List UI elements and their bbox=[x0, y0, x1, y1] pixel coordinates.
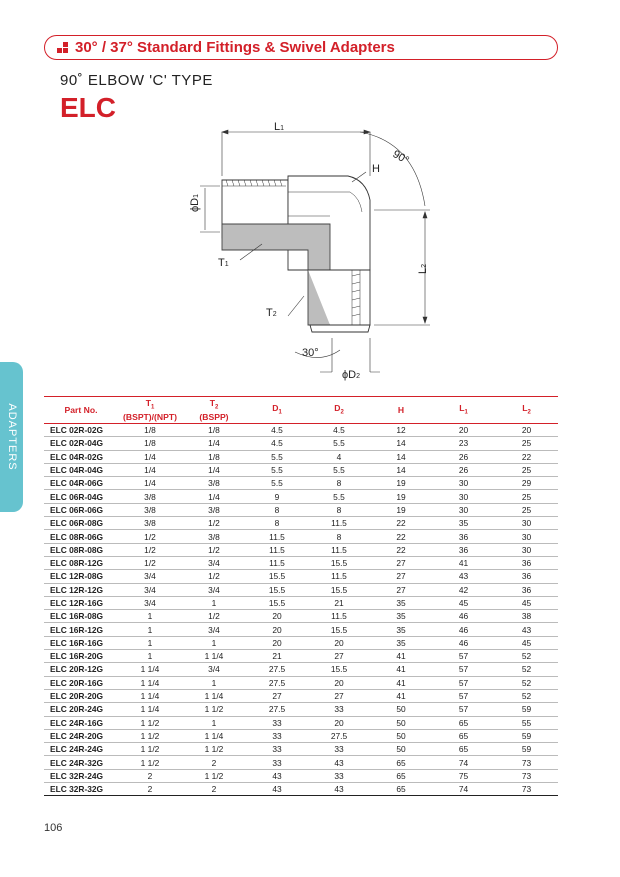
table-cell: 30 bbox=[432, 477, 495, 490]
table-cell: 27 bbox=[246, 689, 308, 702]
table-cell: 30 bbox=[495, 543, 558, 556]
table-row bbox=[44, 490, 558, 503]
table-cell: 33 bbox=[246, 729, 308, 742]
table-cell: 65 bbox=[432, 743, 495, 756]
col-l1: $L_1$ bbox=[432, 397, 495, 424]
side-tab-label: ADAPTERS bbox=[5, 403, 18, 471]
table-cell: 15.5 bbox=[246, 583, 308, 596]
table-cell: 20 bbox=[246, 623, 308, 636]
table-cell: 3/4 bbox=[182, 663, 246, 676]
part-number-cell: ELC 04R-02G bbox=[44, 450, 118, 463]
table-cell: 74 bbox=[432, 783, 495, 796]
table-cell: 3/8 bbox=[118, 503, 182, 516]
table-cell: 1 bbox=[118, 650, 182, 663]
table-row bbox=[44, 623, 558, 636]
table-cell: 22 bbox=[495, 450, 558, 463]
table-cell: 52 bbox=[495, 689, 558, 702]
table-cell: 2 bbox=[182, 783, 246, 796]
table-cell: 2 bbox=[182, 756, 246, 769]
col-d2: $D_2$ bbox=[308, 397, 370, 424]
label-d1: ϕD1 bbox=[189, 193, 201, 212]
table-cell: 12 bbox=[370, 424, 432, 437]
table-cell: 50 bbox=[370, 703, 432, 716]
table-row bbox=[44, 450, 558, 463]
table-cell: 55 bbox=[495, 716, 558, 729]
col-d1: $D_1$ bbox=[246, 397, 308, 424]
table-cell: 52 bbox=[495, 650, 558, 663]
table-cell: 8 bbox=[308, 530, 370, 543]
table-row bbox=[44, 543, 558, 556]
table-cell: 25 bbox=[495, 437, 558, 450]
table-row bbox=[44, 530, 558, 543]
table-cell: 27.5 bbox=[246, 703, 308, 716]
table-cell: 14 bbox=[370, 463, 432, 476]
table-cell: 1/4 bbox=[182, 463, 246, 476]
table-cell: 1 1/2 bbox=[182, 703, 246, 716]
table-cell: 14 bbox=[370, 450, 432, 463]
table-row bbox=[44, 556, 558, 569]
table-cell: 27.5 bbox=[308, 729, 370, 742]
table-cell: 1 bbox=[118, 610, 182, 623]
table-cell: 1/4 bbox=[118, 450, 182, 463]
table-cell: 73 bbox=[495, 769, 558, 782]
table-cell: 1/8 bbox=[118, 437, 182, 450]
table-cell: 57 bbox=[432, 650, 495, 663]
table-cell: 52 bbox=[495, 676, 558, 689]
col-part-no: Part No. bbox=[44, 397, 118, 424]
label-t1: T1 bbox=[218, 257, 229, 269]
table-row bbox=[44, 463, 558, 476]
part-number-cell: ELC 12R-12G bbox=[44, 583, 118, 596]
table-cell: 25 bbox=[495, 503, 558, 516]
table-cell: 19 bbox=[370, 490, 432, 503]
table-cell: 8 bbox=[308, 477, 370, 490]
table-cell: 1 1/2 bbox=[118, 716, 182, 729]
table-cell: 1 1/4 bbox=[182, 729, 246, 742]
table-row bbox=[44, 676, 558, 689]
table-cell: 74 bbox=[432, 756, 495, 769]
part-number-cell: ELC 20R-16G bbox=[44, 676, 118, 689]
table-cell: 35 bbox=[370, 623, 432, 636]
table-cell: 33 bbox=[308, 743, 370, 756]
table-cell: 50 bbox=[370, 743, 432, 756]
table-cell: 3/8 bbox=[182, 477, 246, 490]
table-cell: 25 bbox=[495, 490, 558, 503]
table-cell: 30 bbox=[432, 490, 495, 503]
table-row bbox=[44, 703, 558, 716]
table-cell: 5.5 bbox=[246, 477, 308, 490]
table-cell: 4.5 bbox=[246, 424, 308, 437]
table-cell: 11.5 bbox=[246, 543, 308, 556]
table-cell: 1 bbox=[118, 623, 182, 636]
label-d2: ϕD2 bbox=[342, 369, 361, 381]
table-cell: 1 1/4 bbox=[118, 703, 182, 716]
table-cell: 29 bbox=[495, 477, 558, 490]
table-cell: 1 1/2 bbox=[182, 769, 246, 782]
table-cell: 22 bbox=[370, 543, 432, 556]
table-cell: 65 bbox=[370, 783, 432, 796]
table-cell: 46 bbox=[432, 623, 495, 636]
table-cell: 41 bbox=[370, 663, 432, 676]
table-cell: 1/8 bbox=[182, 424, 246, 437]
table-cell: 5.5 bbox=[246, 463, 308, 476]
table-cell: 33 bbox=[246, 716, 308, 729]
table-cell: 27.5 bbox=[246, 663, 308, 676]
table-cell: 11.5 bbox=[308, 517, 370, 530]
table-cell: 1 1/4 bbox=[118, 663, 182, 676]
table-cell: 20 bbox=[308, 676, 370, 689]
table-cell: 3/4 bbox=[118, 583, 182, 596]
table-cell: 50 bbox=[370, 716, 432, 729]
table-cell: 3/8 bbox=[118, 517, 182, 530]
table-row bbox=[44, 769, 558, 782]
table-cell: 27 bbox=[370, 570, 432, 583]
table-cell: 75 bbox=[432, 769, 495, 782]
table-cell: 15.5 bbox=[308, 556, 370, 569]
table-cell: 26 bbox=[432, 450, 495, 463]
table-cell: 15.5 bbox=[308, 623, 370, 636]
part-number-cell: ELC 06R-06G bbox=[44, 503, 118, 516]
table-row bbox=[44, 596, 558, 609]
table-cell: 46 bbox=[432, 610, 495, 623]
table-cell: 41 bbox=[432, 556, 495, 569]
table-cell: 30 bbox=[432, 503, 495, 516]
table-cell: 33 bbox=[246, 756, 308, 769]
table-row bbox=[44, 636, 558, 649]
part-number-cell: ELC 06R-04G bbox=[44, 490, 118, 503]
table-cell: 1/8 bbox=[182, 450, 246, 463]
label-l2: L2 bbox=[417, 263, 429, 274]
table-cell: 20 bbox=[246, 636, 308, 649]
part-number-cell: ELC 08R-08G bbox=[44, 543, 118, 556]
table-row bbox=[44, 663, 558, 676]
part-number-cell: ELC 32R-32G bbox=[44, 783, 118, 796]
table-cell: 38 bbox=[495, 610, 558, 623]
table-cell: 15.5 bbox=[308, 583, 370, 596]
table-cell: 1/2 bbox=[118, 556, 182, 569]
table-cell: 57 bbox=[432, 689, 495, 702]
table-cell: 43 bbox=[246, 769, 308, 782]
section-title: 30° / 37° Standard Fittings & Swivel Adapters bbox=[75, 39, 395, 56]
table-cell: 65 bbox=[370, 769, 432, 782]
table-cell: 43 bbox=[246, 783, 308, 796]
table-cell: 36 bbox=[495, 556, 558, 569]
table-cell: 35 bbox=[370, 610, 432, 623]
table-cell: 30 bbox=[495, 530, 558, 543]
table-cell: 1 bbox=[118, 636, 182, 649]
table-cell: 21 bbox=[246, 650, 308, 663]
table-cell: 36 bbox=[432, 530, 495, 543]
table-cell: 1 1/2 bbox=[182, 743, 246, 756]
table-row bbox=[44, 716, 558, 729]
table-cell: 1/2 bbox=[118, 530, 182, 543]
table-cell: 15.5 bbox=[246, 596, 308, 609]
table-cell: 65 bbox=[432, 729, 495, 742]
table-cell: 35 bbox=[370, 596, 432, 609]
table-row bbox=[44, 729, 558, 742]
table-cell: 9 bbox=[246, 490, 308, 503]
table-cell: 1/2 bbox=[182, 543, 246, 556]
table-cell: 1 1/4 bbox=[182, 650, 246, 663]
table-row bbox=[44, 503, 558, 516]
table-row bbox=[44, 437, 558, 450]
part-number-cell: ELC 20R-12G bbox=[44, 663, 118, 676]
part-number-cell: ELC 04R-04G bbox=[44, 463, 118, 476]
table-cell: 50 bbox=[370, 729, 432, 742]
table-cell: 1 bbox=[182, 596, 246, 609]
table-cell: 1/4 bbox=[118, 463, 182, 476]
label-angle-top: 90° bbox=[390, 148, 411, 167]
table-cell: 1 1/4 bbox=[118, 676, 182, 689]
table-cell: 43 bbox=[308, 756, 370, 769]
label-t2: T2 bbox=[266, 307, 277, 319]
side-tab-adapters[interactable] bbox=[0, 362, 23, 512]
table-cell: 3/4 bbox=[118, 570, 182, 583]
table-cell: 25 bbox=[495, 463, 558, 476]
table-cell: 22 bbox=[370, 530, 432, 543]
part-number-cell: ELC 16R-12G bbox=[44, 623, 118, 636]
table-cell: 2 bbox=[118, 769, 182, 782]
table-cell: 1 bbox=[182, 676, 246, 689]
part-number-cell: ELC 24R-20G bbox=[44, 729, 118, 742]
table-cell: 42 bbox=[432, 583, 495, 596]
table-cell: 20 bbox=[308, 716, 370, 729]
table-cell: 1/8 bbox=[118, 424, 182, 437]
table-cell: 1/4 bbox=[182, 490, 246, 503]
part-number-cell: ELC 02R-04G bbox=[44, 437, 118, 450]
table-cell: 22 bbox=[370, 517, 432, 530]
page-number: 106 bbox=[44, 822, 63, 834]
table-row bbox=[44, 756, 558, 769]
table-cell: 33 bbox=[246, 743, 308, 756]
table-cell: 65 bbox=[432, 716, 495, 729]
table-row bbox=[44, 583, 558, 596]
table-cell: 36 bbox=[495, 583, 558, 596]
table-cell: 52 bbox=[495, 663, 558, 676]
table-cell: 1/4 bbox=[118, 477, 182, 490]
table-header-row bbox=[44, 397, 558, 424]
table-cell: 30 bbox=[495, 517, 558, 530]
table-cell: 11.5 bbox=[308, 610, 370, 623]
table-cell: 27.5 bbox=[246, 676, 308, 689]
table-cell: 59 bbox=[495, 729, 558, 742]
part-number-cell: ELC 08R-06G bbox=[44, 530, 118, 543]
table-row bbox=[44, 424, 558, 437]
table-cell: 41 bbox=[370, 676, 432, 689]
table-cell: 35 bbox=[370, 636, 432, 649]
table-cell: 20 bbox=[495, 424, 558, 437]
table-cell: 27 bbox=[370, 583, 432, 596]
part-number-cell: ELC 24R-32G bbox=[44, 756, 118, 769]
table-cell: 27 bbox=[308, 650, 370, 663]
table-cell: 3/8 bbox=[182, 503, 246, 516]
part-number-cell: ELC 24R-16G bbox=[44, 716, 118, 729]
table-cell: 43 bbox=[308, 783, 370, 796]
dimensions-table bbox=[44, 396, 558, 796]
table-cell: 1 bbox=[182, 636, 246, 649]
table-cell: 41 bbox=[370, 650, 432, 663]
col-l2: $L_2$ bbox=[495, 397, 558, 424]
table-cell: 15.5 bbox=[246, 570, 308, 583]
table-cell: 23 bbox=[432, 437, 495, 450]
table-row bbox=[44, 477, 558, 490]
table-cell: 1/2 bbox=[182, 610, 246, 623]
table-cell: 8 bbox=[246, 503, 308, 516]
part-number-cell: ELC 06R-08G bbox=[44, 517, 118, 530]
part-number-cell: ELC 16R-16G bbox=[44, 636, 118, 649]
table-cell: 43 bbox=[432, 570, 495, 583]
table-cell: 11.5 bbox=[308, 570, 370, 583]
part-number-cell: ELC 02R-02G bbox=[44, 424, 118, 437]
table-cell: 57 bbox=[432, 676, 495, 689]
table-cell: 33 bbox=[308, 703, 370, 716]
table-cell: 35 bbox=[432, 517, 495, 530]
table-cell: 73 bbox=[495, 756, 558, 769]
table-cell: 33 bbox=[308, 769, 370, 782]
table-cell: 3/4 bbox=[182, 583, 246, 596]
table-cell: 45 bbox=[495, 596, 558, 609]
table-cell: 5.5 bbox=[308, 437, 370, 450]
table-cell: 4.5 bbox=[308, 424, 370, 437]
table-cell: 1/2 bbox=[118, 543, 182, 556]
table-cell: 46 bbox=[432, 636, 495, 649]
table-cell: 26 bbox=[432, 463, 495, 476]
table-cell: 27 bbox=[370, 556, 432, 569]
table-cell: 19 bbox=[370, 503, 432, 516]
table-cell: 20 bbox=[246, 610, 308, 623]
table-cell: 4.5 bbox=[246, 437, 308, 450]
label-h: H bbox=[372, 163, 380, 175]
table-cell: 1/2 bbox=[182, 517, 246, 530]
table-cell: 1 bbox=[182, 716, 246, 729]
table-cell: 1 1/2 bbox=[118, 756, 182, 769]
part-number-cell: ELC 20R-24G bbox=[44, 703, 118, 716]
table-cell: 14 bbox=[370, 437, 432, 450]
table-row bbox=[44, 570, 558, 583]
table-cell: 3/8 bbox=[182, 530, 246, 543]
part-number-cell: ELC 16R-20G bbox=[44, 650, 118, 663]
squares-icon bbox=[57, 42, 69, 54]
table-row bbox=[44, 783, 558, 796]
table-cell: 59 bbox=[495, 703, 558, 716]
table-cell: 8 bbox=[246, 517, 308, 530]
table-cell: 11.5 bbox=[246, 530, 308, 543]
col-t1: $T_1$ (BSPT)/(NPT) bbox=[118, 397, 182, 424]
product-subtitle: 90˚ ELBOW 'C' TYPE bbox=[60, 72, 213, 89]
table-cell: 41 bbox=[370, 689, 432, 702]
part-number-cell: ELC 32R-24G bbox=[44, 769, 118, 782]
part-number-cell: ELC 04R-06G bbox=[44, 477, 118, 490]
table-cell: 36 bbox=[495, 570, 558, 583]
table-cell: 3/4 bbox=[182, 623, 246, 636]
table-row bbox=[44, 650, 558, 663]
table-cell: 11.5 bbox=[308, 543, 370, 556]
table-cell: 21 bbox=[308, 596, 370, 609]
part-number-cell: ELC 08R-12G bbox=[44, 556, 118, 569]
table-cell: 57 bbox=[432, 703, 495, 716]
part-number-cell: ELC 16R-08G bbox=[44, 610, 118, 623]
table-cell: 1 1/2 bbox=[118, 729, 182, 742]
table-cell: 3/8 bbox=[118, 490, 182, 503]
table-cell: 8 bbox=[308, 503, 370, 516]
table-cell: 15.5 bbox=[308, 663, 370, 676]
part-number-cell: ELC 24R-24G bbox=[44, 743, 118, 756]
table-cell: 3/4 bbox=[182, 556, 246, 569]
table-row bbox=[44, 517, 558, 530]
label-l1: L1 bbox=[274, 121, 285, 133]
elbow-drawing bbox=[180, 120, 440, 390]
table-cell: 11.5 bbox=[246, 556, 308, 569]
table-cell: 43 bbox=[495, 623, 558, 636]
table-cell: 1 1/4 bbox=[182, 689, 246, 702]
table-cell: 1 1/2 bbox=[118, 743, 182, 756]
table-cell: 45 bbox=[495, 636, 558, 649]
part-number-cell: ELC 12R-16G bbox=[44, 596, 118, 609]
table-cell: 3/4 bbox=[118, 596, 182, 609]
table-cell: 20 bbox=[432, 424, 495, 437]
table-cell: 57 bbox=[432, 663, 495, 676]
col-h: H bbox=[370, 397, 432, 424]
col-t2: $T_2$ (BSPP) bbox=[182, 397, 246, 424]
product-code: ELC bbox=[60, 92, 116, 123]
table-cell: 59 bbox=[495, 743, 558, 756]
table-cell: 1/4 bbox=[182, 437, 246, 450]
table-row bbox=[44, 689, 558, 702]
part-number-cell: ELC 12R-08G bbox=[44, 570, 118, 583]
section-header bbox=[44, 35, 558, 60]
table-cell: 4 bbox=[308, 450, 370, 463]
table-cell: 5.5 bbox=[308, 463, 370, 476]
label-angle-bottom: 30° bbox=[302, 347, 319, 359]
table-cell: 27 bbox=[308, 689, 370, 702]
part-number-cell: ELC 20R-20G bbox=[44, 689, 118, 702]
table-row bbox=[44, 610, 558, 623]
table-row bbox=[44, 743, 558, 756]
table-cell: 19 bbox=[370, 477, 432, 490]
table-cell: 1 1/4 bbox=[118, 689, 182, 702]
table-cell: 36 bbox=[432, 543, 495, 556]
table-cell: 2 bbox=[118, 783, 182, 796]
table-cell: 5.5 bbox=[308, 490, 370, 503]
table-cell: 1/2 bbox=[182, 570, 246, 583]
table-cell: 20 bbox=[308, 636, 370, 649]
table-cell: 45 bbox=[432, 596, 495, 609]
table-cell: 65 bbox=[370, 756, 432, 769]
table-cell: 73 bbox=[495, 783, 558, 796]
table-cell: 5.5 bbox=[246, 450, 308, 463]
